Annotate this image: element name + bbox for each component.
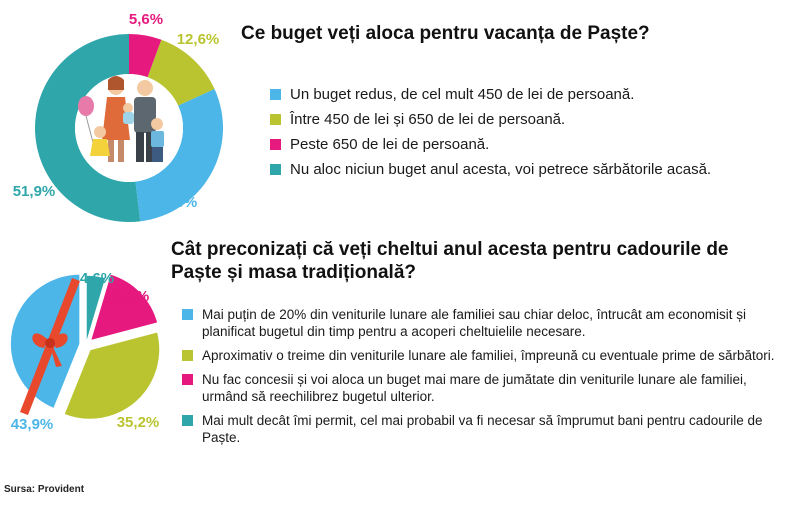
family-illustration [75,74,183,182]
data-label: 4,6% [79,270,115,287]
legend-label: Nu fac concesii și voi aloca un buget mai mare de jumătate din veniturile lunare ale familiei, urmând să reechilibrez bugetul ulterior. [202,372,747,404]
mother-leg [118,140,124,162]
data-label: 5,6% [128,11,164,28]
father-head [137,80,153,96]
boy-pants [152,147,163,162]
data-label: 35,2% [116,414,160,431]
chart2-title: Cât preconizați că veți cheltui anul acesta pentru cadourile de Paște și masa tradițională? [171,239,729,283]
legend-label: Peste 650 de lei de persoană. [290,136,490,153]
boy-head [151,118,163,130]
data-label: 29,9% [154,194,198,211]
girl-dress [90,139,110,156]
legend-label: Mai puțin de 20% din veniturile lunare ale familiei sau chiar deloc, întrucât am economisit și planificat bugetul din timp pentru a acoperi cheltuielile necesare. [202,307,747,339]
girl-head [94,126,106,138]
father-leg [136,132,144,162]
legend-label: Între 450 de lei și 650 de lei de persoană. [290,111,566,128]
balloon-icon [78,96,94,116]
ribbon-knot [45,338,55,348]
data-label: 12,6% [176,31,220,48]
chart1-title: Ce buget veți aloca pentru vacanța de Paște? [241,23,650,44]
legend-label: Mai mult decât îmi permit, cel mai probabil va fi necesar să împrumut bani pentru cadourile de Paște. [202,413,763,445]
data-label: 51,9% [12,183,56,200]
legend-label: Aproximativ o treime din veniturile lunare ale familiei, împreună cu eventuale prime de sărbători. [202,348,775,363]
donut-center [75,74,183,182]
boy-shirt [151,131,164,147]
legend-label: Un buget redus, de cel mult 450 de lei de persoană. [290,86,635,103]
baby-body [123,112,134,124]
legend-label: Nu aloc niciun buget anul acesta, voi petrece sărbătorile acasă. [290,161,712,178]
data-label: 16,3% [106,288,150,305]
baby-head [123,103,133,113]
mother-hair [108,76,124,90]
data-label: 43,9% [10,416,54,433]
source-note: Sursa: Provident [4,484,85,495]
